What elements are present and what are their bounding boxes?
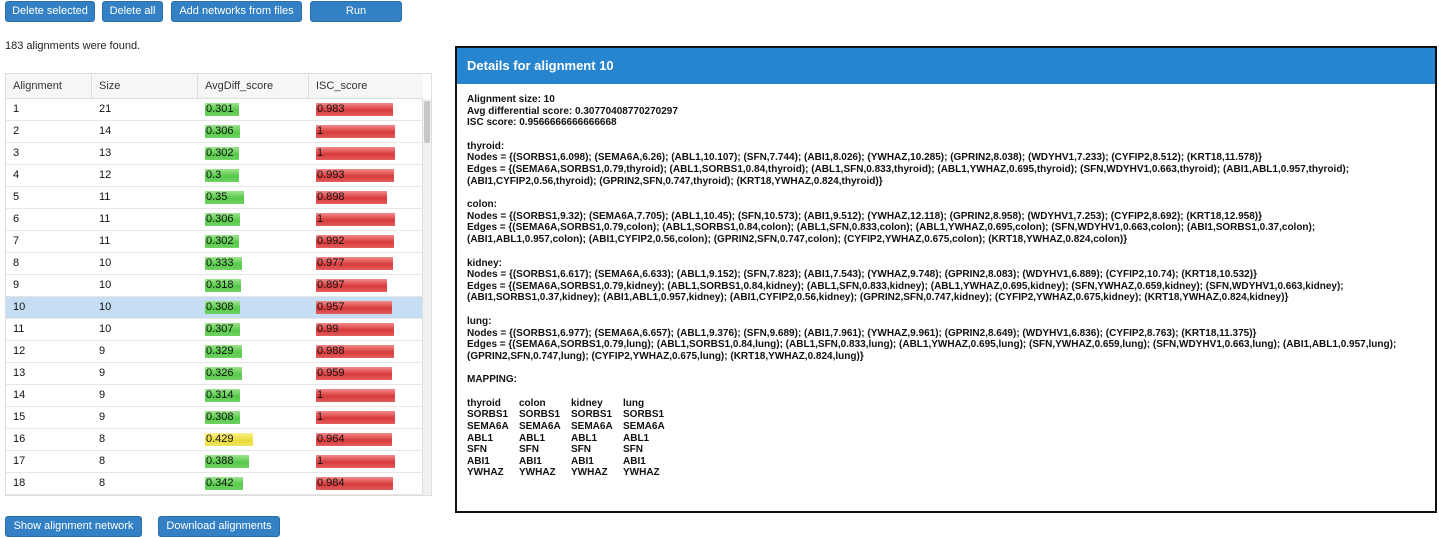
size-cell: 9: [99, 367, 106, 379]
table-row[interactable]: [6, 319, 423, 341]
mapping-cell: SORBS1: [623, 409, 665, 421]
isc-score-bar: 1: [316, 147, 395, 160]
mapping-cell: ABI1: [519, 455, 542, 467]
tissue-line: Edges = {(SEMA6A,SORBS1,0.79,lung); (ABL1,SORBS1,0.84,lung); (ABL1,SFN,0.833,lung); (ABL1,YWHAZ,0.695,lung); (SFN,YWHAZ,0.659,lung); (SFN,WDYHV1,0.663,lung); (ABI1,ABL1,0.957,lung);: [467, 339, 1397, 351]
isc-score-bar: 0.984: [316, 477, 393, 490]
avgdiff-score-bar: 0.3: [205, 169, 239, 182]
avgdiff-score-bar: 0.318: [205, 279, 241, 292]
isc-score-bar: 0.992: [316, 235, 394, 248]
isc-score-bar: 0.897: [316, 279, 387, 292]
mapping-row: [467, 433, 1432, 445]
delete-all-button[interactable]: Delete all: [102, 1, 163, 22]
size-cell: 11: [99, 191, 111, 203]
table-row[interactable]: [6, 121, 423, 143]
mapping-title: MAPPING:: [467, 374, 517, 386]
mapping-cell: SORBS1: [467, 409, 509, 421]
size-cell: 9: [99, 411, 106, 423]
table-row[interactable]: [6, 209, 423, 231]
table-scrollbar[interactable]: [422, 99, 431, 495]
add-networks-button[interactable]: Add networks from files: [171, 1, 302, 22]
details-body: [467, 94, 1432, 479]
mapping-cell: SORBS1: [571, 409, 613, 421]
isc-score-bar: 0.977: [316, 257, 393, 270]
tissue-heading: colon:: [467, 199, 497, 211]
mapping-header-row: [467, 398, 1432, 410]
alignment-id-cell: 13: [13, 367, 26, 379]
alignment-id-cell: 9: [13, 279, 20, 291]
mapping-cell: YWHAZ: [519, 467, 556, 479]
mapping-row: [467, 467, 1432, 479]
mapping-cell: ABL1: [467, 432, 494, 444]
size-cell: 8: [99, 433, 106, 445]
size-cell: 10: [99, 323, 112, 335]
isc-score-bar: 0.898: [316, 191, 387, 204]
table-header: [6, 74, 423, 99]
isc-score-bar: 0.988: [316, 345, 394, 358]
tissue-line: (ABI1,CYFIP2,0.56,thyroid); (GPRIN2,SFN,0.747,thyroid); (KRT18,YWHAZ,0.824,thyroid)}: [467, 175, 883, 187]
alignment-id-cell: 11: [13, 323, 25, 335]
avgdiff-score-bar: 0.308: [205, 411, 240, 424]
size-cell: 9: [99, 389, 106, 401]
isc-score-bar: 0.964: [316, 433, 392, 446]
size-cell: 8: [99, 455, 106, 467]
mapping-cell: ABL1: [623, 432, 650, 444]
alignment-id-cell: 1: [13, 103, 20, 115]
avgdiff-score-bar: 0.326: [205, 367, 242, 380]
details-title: Details for alignment 10: [457, 48, 1435, 84]
mapping-cell: colon: [519, 397, 546, 409]
avgdiff-score-bar: 0.302: [205, 235, 239, 248]
alignment-id-cell: 8: [13, 257, 20, 269]
size-cell: 10: [99, 279, 112, 291]
isc-score-bar: 1: [316, 411, 395, 424]
tissue-line: Edges = {(SEMA6A,SORBS1,0.79,kidney); (ABL1,SORBS1,0.84,kidney); (ABL1,SFN,0.833,kidney); (ABL1,YWHAZ,0.695,kidney); (SFN,YWHAZ,0.659,kidney); (SFN,WDYHV1,0.663,kidney);: [467, 280, 1344, 292]
show-alignment-network-button[interactable]: Show alignment network: [5, 516, 142, 537]
alignment-id-cell: 15: [13, 411, 26, 423]
spacer: [467, 246, 1432, 258]
mapping-cell: kidney: [571, 397, 603, 409]
alignment-id-cell: 7: [13, 235, 20, 247]
size-cell: 10: [99, 257, 112, 269]
isc-score-bar: 1: [316, 213, 395, 226]
column-header-isc[interactable]: ISC_score: [316, 80, 368, 92]
mapping-cell: ABI1: [623, 455, 646, 467]
mapping-cell: thyroid: [467, 397, 501, 409]
mapping-cell: SEMA6A: [467, 421, 509, 433]
tissue-line: Nodes = {(SORBS1,6.977); (SEMA6A,6.657); (ABL1,9.376); (SFN,9.689); (ABI1,7.961); (YWHAZ,9.961); (GPRIN2,8.649); (WDYHV1,6.836); (CYFIP2,8.763); (KRT18,11.375)}: [467, 327, 1257, 339]
mapping-cell: YWHAZ: [623, 467, 660, 479]
avgdiff-score-bar: 0.307: [205, 323, 240, 336]
isc-score-bar: 0.993: [316, 169, 394, 182]
alignment-id-cell: 14: [13, 389, 26, 401]
avgdiff-score-bar: 0.302: [205, 147, 239, 160]
size-cell: 9: [99, 345, 106, 357]
table-row[interactable]: [6, 165, 423, 187]
spacer: [467, 129, 1432, 141]
avgdiff-score-bar: 0.35: [205, 191, 244, 204]
mapping-cell: SEMA6A: [519, 421, 561, 433]
column-header-alignment[interactable]: Alignment: [6, 74, 92, 98]
table-row[interactable]: [6, 363, 423, 385]
avgdiff-score-bar: 0.329: [205, 345, 242, 358]
tissue-line: (ABI1,SORBS1,0.37,kidney); (ABI1,ABL1,0.957,kidney); (ABI1,CYFIP2,0.56,kidney); (GPRIN2,SFN,0.747,kidney); (CYFIP2,YWHAZ,0.675,kidney); (KRT18,YWHAZ,0.824,kidney)}: [467, 292, 1289, 304]
tissue-line: (ABI1,ABL1,0.957,colon); (ABI1,CYFIP2,0.56,colon); (GPRIN2,SFN,0.747,colon); (CYFIP2,YWHAZ,0.675,colon); (KRT18,YWHAZ,0.824,colon)}: [467, 233, 1128, 245]
tissue-line: Nodes = {(SORBS1,9.32); (SEMA6A,7.705); (ABL1,10.45); (SFN,10.573); (ABI1,9.512); (YWHAZ,12.118); (GPRIN2,8.958); (WDYHV1,7.253); (CYFIP2,8.692); (KRT18,12.958)}: [467, 210, 1262, 222]
isc-score-bar: 1: [316, 389, 395, 402]
mapping-cell: SEMA6A: [623, 421, 665, 433]
mapping-cell: SFN: [467, 444, 487, 456]
alignment-details-panel: [455, 46, 1437, 513]
alignment-id-cell: 6: [13, 213, 20, 225]
table-row[interactable]: [6, 253, 423, 275]
column-header-avgdiff[interactable]: AvgDiff_score: [198, 74, 309, 98]
alignment-id-cell: 10: [13, 301, 26, 313]
table-row[interactable]: [6, 429, 423, 451]
delete-selected-button[interactable]: Delete selected: [5, 1, 95, 22]
size-cell: 11: [99, 213, 111, 225]
mapping-row: [467, 409, 1432, 421]
summary-line: Avg differential score: 0.30770408770270297: [467, 105, 678, 117]
mapping-row: [467, 444, 1432, 456]
avgdiff-score-bar: 0.308: [205, 301, 240, 314]
table-row[interactable]: [6, 231, 423, 253]
run-gasoline-button[interactable]: Run GASOLINE: [310, 1, 402, 22]
avgdiff-score-bar: 0.342: [205, 477, 243, 490]
tissue-heading: thyroid:: [467, 140, 505, 152]
mapping-cell: ABI1: [467, 455, 490, 467]
mapping-cell: SFN: [623, 444, 643, 456]
isc-score-bar: 1: [316, 125, 395, 138]
summary-line: Alignment size: 10: [467, 94, 555, 105]
spacer: [467, 187, 1432, 199]
mapping-cell: lung: [623, 397, 645, 409]
mapping-cell: SEMA6A: [571, 421, 613, 433]
avgdiff-score-bar: 0.314: [205, 389, 240, 402]
alignment-id-cell: 17: [13, 455, 26, 467]
tissue-line: Nodes = {(SORBS1,6.617); (SEMA6A,6.633); (ABL1,9.152); (SFN,7.823); (ABI1,7.543); (YWHAZ,9.748); (GPRIN2,8.083); (WDYHV1,6.889); (CYFIP2,10.74); (KRT18,10.532)}: [467, 269, 1257, 281]
mapping-cell: ABI1: [571, 455, 594, 467]
size-cell: 8: [99, 477, 106, 489]
mapping-cell: SORBS1: [519, 409, 561, 421]
isc-score-bar: 0.983: [316, 103, 393, 116]
alignment-id-cell: 12: [13, 345, 26, 357]
tissue-line: Nodes = {(SORBS1,6.098); (SEMA6A,6.26); (ABL1,10.107); (SFN,7.744); (ABI1,8.026); (YWHAZ,10.285); (GPRIN2,8.038); (WDYHV1,7.233); (CYFIP2,8.512); (KRT18,11.578)}: [467, 152, 1262, 164]
size-cell: 11: [99, 235, 111, 247]
alignment-id-cell: 5: [13, 191, 20, 203]
mapping-cell: SFN: [519, 444, 539, 456]
table-row[interactable]: [6, 187, 423, 209]
table-row[interactable]: [6, 451, 423, 473]
isc-score-bar: 0.957: [316, 301, 392, 314]
avgdiff-score-bar: 0.333: [205, 257, 242, 270]
alignment-id-cell: 18: [13, 477, 26, 489]
mapping-cell: YWHAZ: [467, 467, 504, 479]
tissue-line: (GPRIN2,SFN,0.747,lung); (CYFIP2,YWHAZ,0.675,lung); (KRT18,YWHAZ,0.824,lung)}: [467, 350, 864, 362]
spacer: [467, 362, 1432, 374]
isc-score-bar: 0.99: [316, 323, 394, 336]
alignments-table[interactable]: [5, 73, 432, 496]
column-header-size[interactable]: Size: [92, 74, 198, 98]
avgdiff-score-bar: 0.301: [205, 103, 239, 116]
size-cell: 13: [99, 147, 112, 159]
alignment-id-cell: 16: [13, 433, 26, 445]
avgdiff-score-bar: 0.306: [205, 213, 240, 226]
avgdiff-score-bar: 0.388: [205, 455, 249, 468]
size-cell: 21: [99, 103, 112, 115]
avgdiff-score-bar: 0.429: [205, 433, 253, 446]
alignments-found-text: 183 alignments were found.: [5, 40, 141, 52]
isc-score-bar: 0.959: [316, 367, 392, 380]
spacer: [467, 304, 1432, 316]
table-row[interactable]: [6, 143, 423, 165]
table-row[interactable]: [6, 99, 423, 121]
mapping-row: [467, 421, 1432, 433]
tissue-line: Edges = {(SEMA6A,SORBS1,0.79,thyroid); (ABL1,SORBS1,0.84,thyroid); (ABL1,SFN,0.833,thyroid); (ABL1,YWHAZ,0.695,thyroid); (SFN,WDYHV1,0.663,thyroid); (ABI1,ABL1,0.957,thyroid);: [467, 163, 1350, 175]
size-cell: 10: [99, 301, 112, 313]
mapping-cell: ABL1: [519, 432, 546, 444]
summary-line: ISC score: 0.9566666666666668: [467, 117, 617, 129]
alignment-id-cell: 2: [13, 125, 20, 137]
table-row[interactable]: [6, 385, 423, 407]
spacer: [467, 386, 1432, 398]
isc-score-bar: 1: [316, 455, 395, 468]
scrollbar-thumb[interactable]: [424, 101, 430, 143]
table-row[interactable]: [6, 275, 423, 297]
table-row[interactable]: [6, 297, 423, 319]
avgdiff-score-bar: 0.306: [205, 125, 240, 138]
size-cell: 12: [99, 169, 112, 181]
tissue-heading: kidney:: [467, 257, 503, 269]
table-row[interactable]: [6, 341, 423, 363]
tissue-line: Edges = {(SEMA6A,SORBS1,0.79,colon); (ABL1,SORBS1,0.84,colon); (ABL1,SFN,0.833,colon); (ABL1,YWHAZ,0.695,colon); (SFN,WDYHV1,0.663,colon); (ABI1,SORBS1,0.37,colon);: [467, 222, 1316, 234]
tissue-heading: lung:: [467, 315, 492, 327]
mapping-cell: YWHAZ: [571, 467, 608, 479]
size-cell: 14: [99, 125, 112, 137]
table-row[interactable]: [6, 407, 423, 429]
alignment-id-cell: 3: [13, 147, 20, 159]
download-alignments-button[interactable]: Download alignments: [158, 516, 280, 537]
alignment-id-cell: 4: [13, 169, 20, 181]
mapping-cell: ABL1: [571, 432, 598, 444]
mapping-cell: SFN: [571, 444, 591, 456]
table-row[interactable]: [6, 473, 423, 495]
mapping-row: [467, 456, 1432, 468]
